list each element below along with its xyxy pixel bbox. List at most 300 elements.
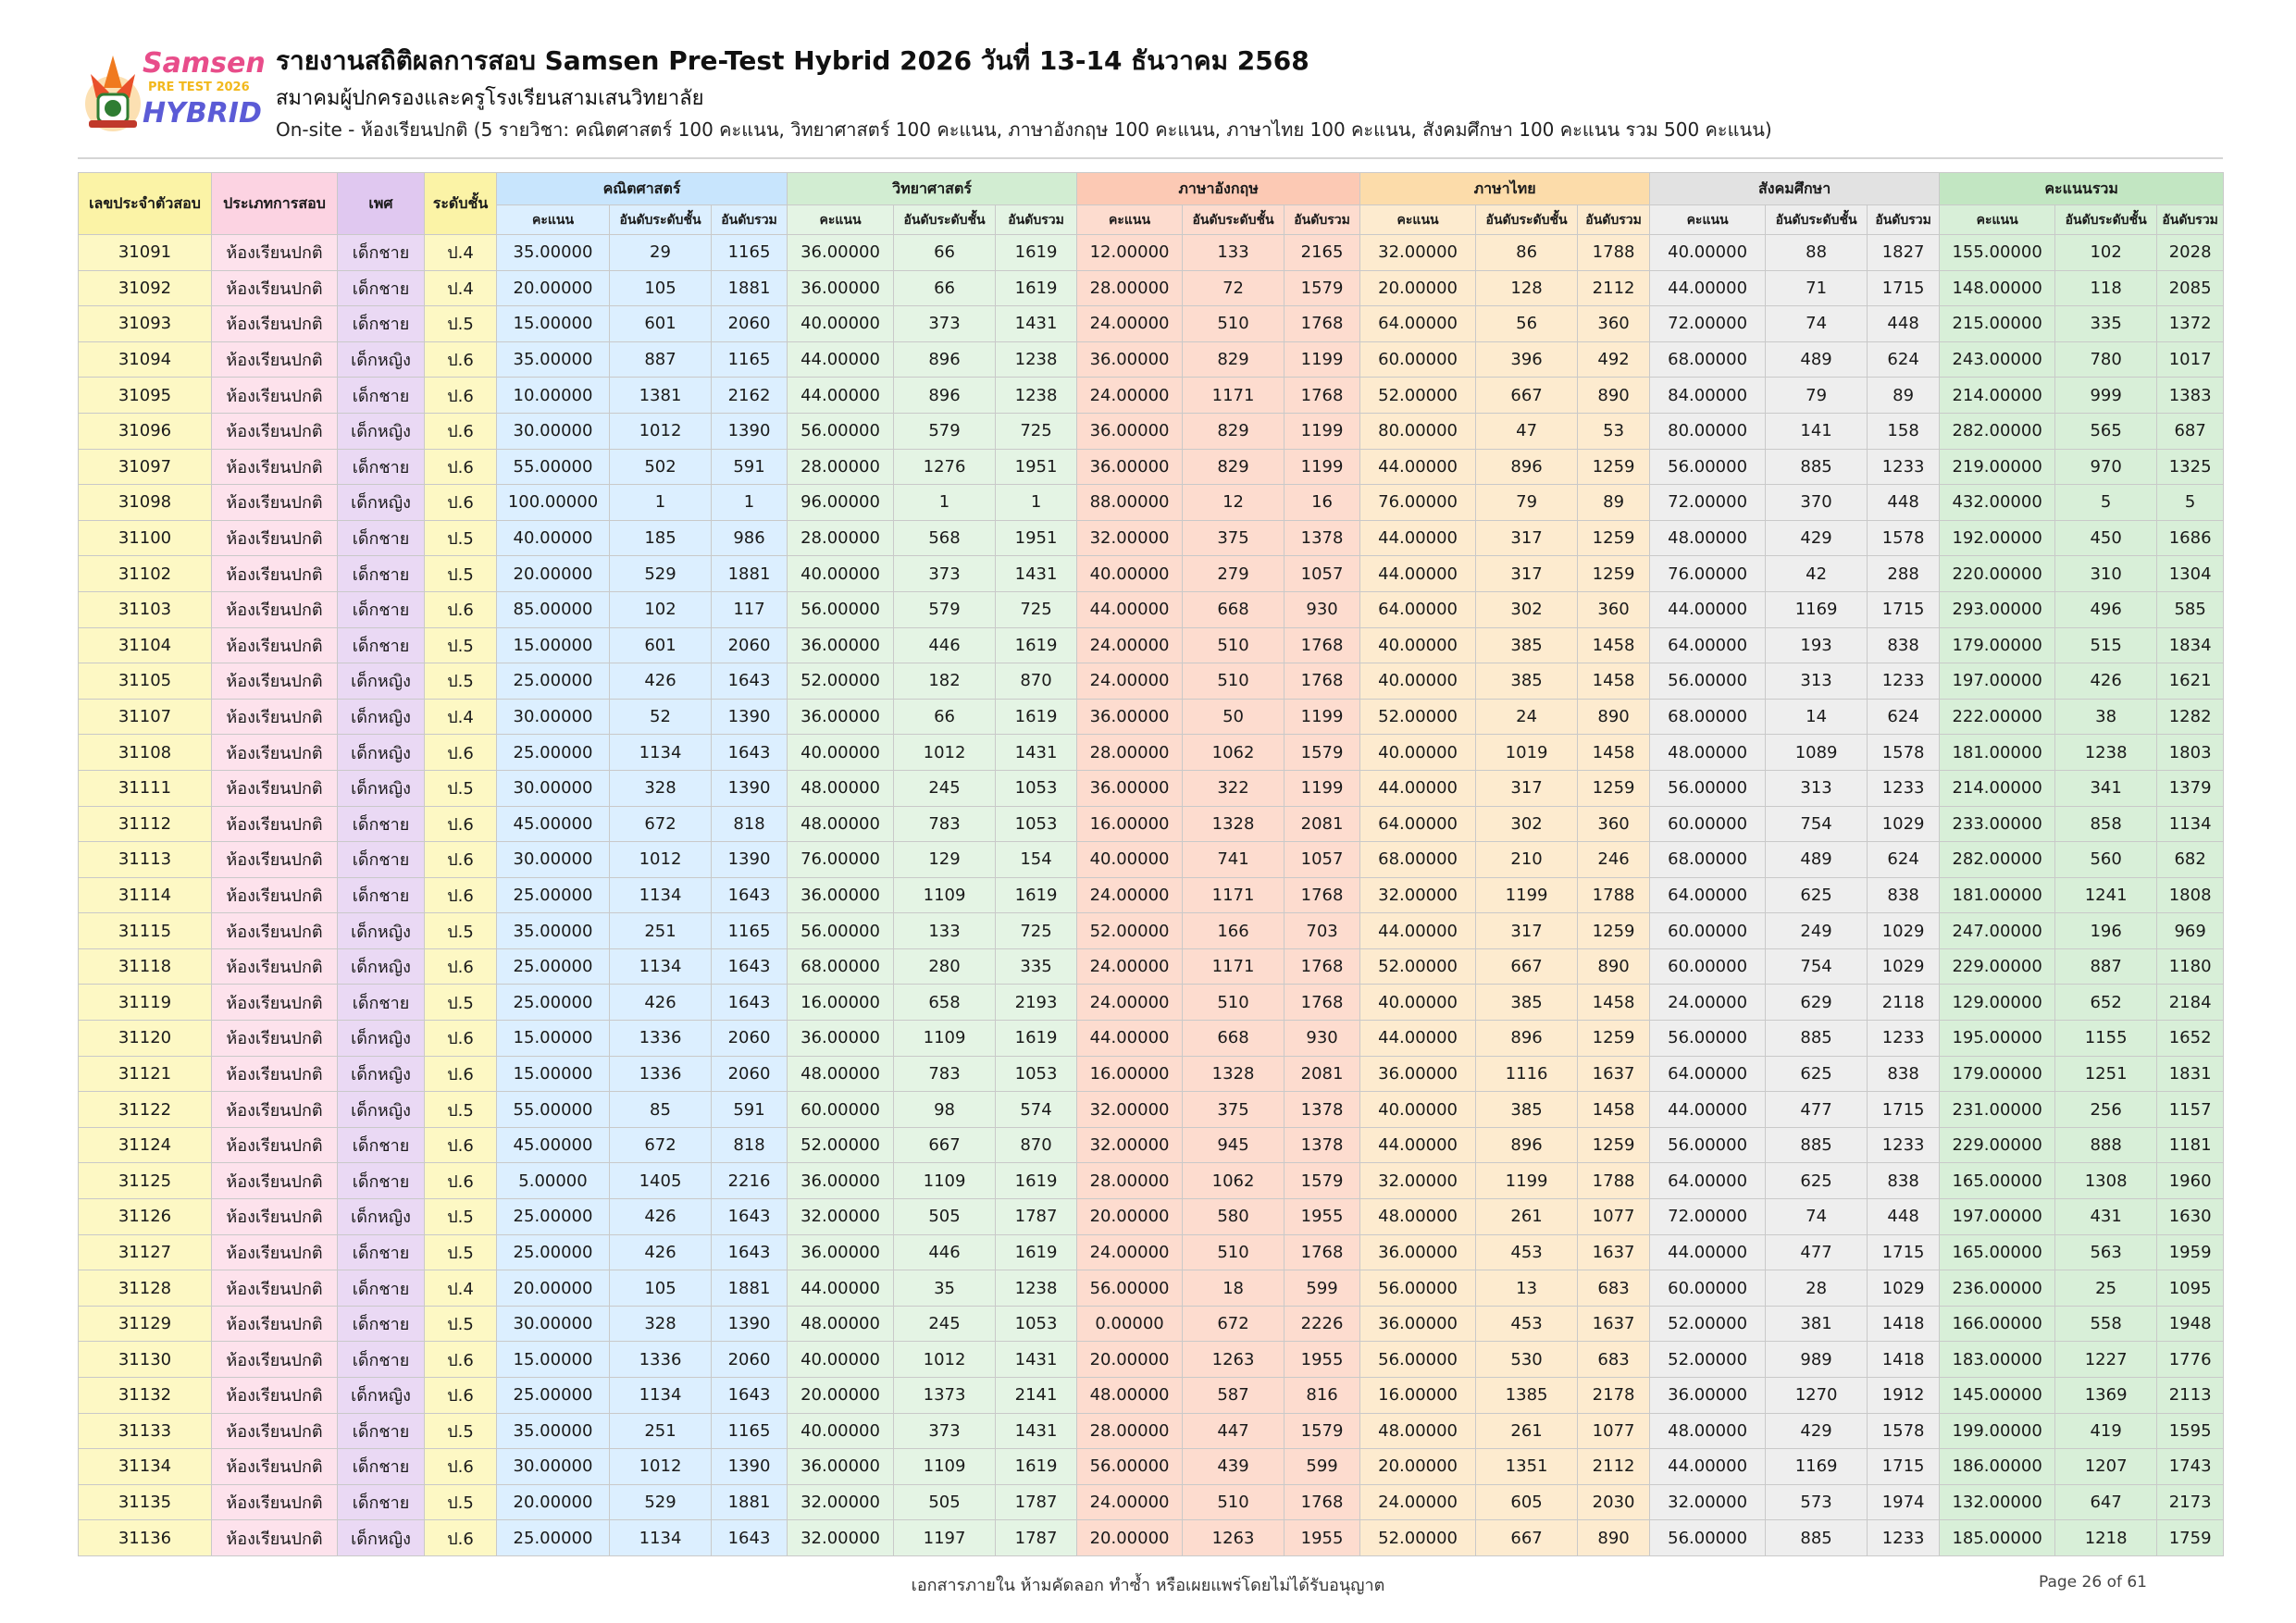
thai-overall-rank-cell: 360 <box>1578 306 1650 342</box>
soc-score-cell: 52.00000 <box>1650 1306 1766 1342</box>
eng-overall-rank-cell: 1768 <box>1285 877 1360 913</box>
sci-overall-rank-cell: 1053 <box>996 770 1077 806</box>
eng-grade-rank-cell: 322 <box>1183 770 1285 806</box>
sex-cell: เด็กชาย <box>338 449 425 485</box>
soc-score-cell: 48.00000 <box>1650 1413 1766 1449</box>
eng-overall-rank-cell: 16 <box>1285 485 1360 521</box>
soc-overall-rank-cell: 624 <box>1868 699 1940 735</box>
soc-overall-rank-cell: 448 <box>1868 485 1940 521</box>
thai-score-cell: 24.00000 <box>1360 1484 1476 1520</box>
math-overall-rank-cell: 1643 <box>712 1378 788 1414</box>
soc-score-cell: 44.00000 <box>1650 1449 1766 1485</box>
eng-overall-rank-cell: 1199 <box>1285 699 1360 735</box>
eng-overall-rank-cell: 1768 <box>1285 378 1360 414</box>
sci-overall-rank-cell: 1431 <box>996 1413 1077 1449</box>
tot-score-cell: 293.00000 <box>1940 591 2055 627</box>
sci-score-cell: 28.00000 <box>788 520 894 556</box>
tot-overall-rank-cell: 1959 <box>2157 1234 2224 1270</box>
thai-overall-rank-cell: 2030 <box>1578 1484 1650 1520</box>
soc-overall-rank-cell: 1029 <box>1868 806 1940 842</box>
exam-id-cell: 31104 <box>79 627 212 663</box>
level-cell: ป.6 <box>425 877 497 913</box>
eng-score-cell: 36.00000 <box>1077 341 1183 378</box>
sub-header-math-2: อันดับรวม <box>712 205 788 235</box>
soc-score-cell: 56.00000 <box>1650 449 1766 485</box>
level-cell: ป.6 <box>425 378 497 414</box>
sci-score-cell: 44.00000 <box>788 378 894 414</box>
soc-grade-rank-cell: 625 <box>1766 1163 1868 1199</box>
eng-score-cell: 44.00000 <box>1077 1021 1183 1057</box>
exam-id-cell: 31115 <box>79 913 212 949</box>
soc-grade-rank-cell: 625 <box>1766 1056 1868 1092</box>
thai-overall-rank-cell: 890 <box>1578 699 1650 735</box>
thai-overall-rank-cell: 1458 <box>1578 735 1650 771</box>
sci-overall-rank-cell: 1238 <box>996 341 1077 378</box>
sci-score-cell: 36.00000 <box>788 627 894 663</box>
table-row <box>79 306 2224 342</box>
sci-score-cell: 40.00000 <box>788 735 894 771</box>
sex-cell: เด็กชาย <box>338 877 425 913</box>
eng-overall-rank-cell: 1378 <box>1285 1092 1360 1128</box>
thai-grade-rank-cell: 605 <box>1476 1484 1578 1520</box>
table-row <box>79 449 2224 485</box>
math-score-cell: 35.00000 <box>497 235 610 271</box>
level-cell: ป.6 <box>425 1021 497 1057</box>
eng-overall-rank-cell: 930 <box>1285 591 1360 627</box>
math-grade-rank-cell: 1381 <box>610 378 712 414</box>
eng-score-cell: 36.00000 <box>1077 413 1183 449</box>
exam-id-cell: 31128 <box>79 1270 212 1307</box>
level-cell: ป.5 <box>425 985 497 1021</box>
math-overall-rank-cell: 2060 <box>712 1056 788 1092</box>
math-grade-rank-cell: 251 <box>610 913 712 949</box>
sub-header-tot-2: อันดับรวม <box>2157 205 2224 235</box>
sex-cell: เด็กชาย <box>338 985 425 1021</box>
eng-overall-rank-cell: 1768 <box>1285 1484 1360 1520</box>
soc-grade-rank-cell: 754 <box>1766 806 1868 842</box>
tot-score-cell: 236.00000 <box>1940 1270 2055 1307</box>
math-grade-rank-cell: 328 <box>610 770 712 806</box>
thai-score-cell: 40.00000 <box>1360 735 1476 771</box>
exam-type-cell: ห้องเรียนปกติ <box>212 341 338 378</box>
sub-header-eng-1: อันดับระดับชั้น <box>1183 205 1285 235</box>
sci-overall-rank-cell: 2193 <box>996 985 1077 1021</box>
thai-grade-rank-cell: 667 <box>1476 948 1578 985</box>
tot-overall-rank-cell: 585 <box>2157 591 2224 627</box>
group-header-social: สังคมศึกษา <box>1650 173 1940 205</box>
eng-score-cell: 32.00000 <box>1077 1127 1183 1163</box>
tot-score-cell: 181.00000 <box>1940 877 2055 913</box>
soc-grade-rank-cell: 1089 <box>1766 735 1868 771</box>
math-overall-rank-cell: 2162 <box>712 378 788 414</box>
tot-grade-rank-cell: 1238 <box>2055 735 2157 771</box>
sci-grade-rank-cell: 783 <box>894 806 996 842</box>
thai-score-cell: 64.00000 <box>1360 591 1476 627</box>
sci-score-cell: 36.00000 <box>788 1449 894 1485</box>
tot-overall-rank-cell: 1630 <box>2157 1199 2224 1235</box>
soc-score-cell: 64.00000 <box>1650 627 1766 663</box>
sci-score-cell: 40.00000 <box>788 1342 894 1378</box>
tot-score-cell: 199.00000 <box>1940 1413 2055 1449</box>
tot-grade-rank-cell: 419 <box>2055 1413 2157 1449</box>
math-overall-rank-cell: 1643 <box>712 1520 788 1556</box>
tot-score-cell: 214.00000 <box>1940 770 2055 806</box>
sci-overall-rank-cell: 1431 <box>996 1342 1077 1378</box>
eng-overall-rank-cell: 1768 <box>1285 1234 1360 1270</box>
eng-score-cell: 20.00000 <box>1077 1520 1183 1556</box>
eng-overall-rank-cell: 1199 <box>1285 341 1360 378</box>
tot-grade-rank-cell: 256 <box>2055 1092 2157 1128</box>
math-overall-rank-cell: 1643 <box>712 663 788 700</box>
tot-grade-rank-cell: 560 <box>2055 842 2157 878</box>
eng-grade-rank-cell: 510 <box>1183 663 1285 700</box>
soc-overall-rank-cell: 89 <box>1868 378 1940 414</box>
sci-score-cell: 52.00000 <box>788 1127 894 1163</box>
table-row <box>79 1199 2224 1235</box>
thai-overall-rank-cell: 1259 <box>1578 520 1650 556</box>
thai-overall-rank-cell: 890 <box>1578 948 1650 985</box>
math-grade-rank-cell: 1012 <box>610 1449 712 1485</box>
sci-score-cell: 48.00000 <box>788 770 894 806</box>
exam-id-cell: 31134 <box>79 1449 212 1485</box>
exam-id-cell: 31114 <box>79 877 212 913</box>
level-cell: ป.5 <box>425 556 497 592</box>
sci-score-cell: 44.00000 <box>788 341 894 378</box>
tot-score-cell: 197.00000 <box>1940 1199 2055 1235</box>
thai-score-cell: 32.00000 <box>1360 1163 1476 1199</box>
exam-type-cell: ห้องเรียนปกติ <box>212 1306 338 1342</box>
soc-grade-rank-cell: 79 <box>1766 378 1868 414</box>
sex-cell: เด็กหญิง <box>338 948 425 985</box>
sex-cell: เด็กหญิง <box>338 913 425 949</box>
table-row <box>79 1484 2224 1520</box>
exam-type-cell: ห้องเรียนปกติ <box>212 520 338 556</box>
exam-type-cell: ห้องเรียนปกติ <box>212 1342 338 1378</box>
thai-overall-rank-cell: 1259 <box>1578 449 1650 485</box>
sex-cell: เด็กชาย <box>338 1413 425 1449</box>
eng-score-cell: 12.00000 <box>1077 235 1183 271</box>
thai-grade-rank-cell: 13 <box>1476 1270 1578 1307</box>
math-overall-rank-cell: 591 <box>712 1092 788 1128</box>
soc-score-cell: 80.00000 <box>1650 413 1766 449</box>
math-grade-rank-cell: 328 <box>610 1306 712 1342</box>
soc-score-cell: 56.00000 <box>1650 1021 1766 1057</box>
eng-overall-rank-cell: 1579 <box>1285 735 1360 771</box>
soc-overall-rank-cell: 1418 <box>1868 1306 1940 1342</box>
table-row <box>79 770 2224 806</box>
table-row <box>79 1021 2224 1057</box>
exam-id-cell: 31126 <box>79 1199 212 1235</box>
eng-grade-rank-cell: 1171 <box>1183 948 1285 985</box>
eng-overall-rank-cell: 1768 <box>1285 985 1360 1021</box>
eng-score-cell: 44.00000 <box>1077 591 1183 627</box>
exam-id-cell: 31094 <box>79 341 212 378</box>
eng-score-cell: 36.00000 <box>1077 699 1183 735</box>
tot-overall-rank-cell: 1621 <box>2157 663 2224 700</box>
sci-overall-rank-cell: 1787 <box>996 1484 1077 1520</box>
soc-overall-rank-cell: 1578 <box>1868 735 1940 771</box>
eng-grade-rank-cell: 510 <box>1183 627 1285 663</box>
eng-overall-rank-cell: 1955 <box>1285 1342 1360 1378</box>
tot-overall-rank-cell: 969 <box>2157 913 2224 949</box>
tot-score-cell: 220.00000 <box>1940 556 2055 592</box>
level-cell: ป.5 <box>425 1199 497 1235</box>
thai-grade-rank-cell: 385 <box>1476 985 1578 1021</box>
soc-overall-rank-cell: 1715 <box>1868 270 1940 306</box>
sex-cell: เด็กชาย <box>338 842 425 878</box>
math-score-cell: 20.00000 <box>497 556 610 592</box>
math-overall-rank-cell: 2060 <box>712 1021 788 1057</box>
eng-score-cell: 24.00000 <box>1077 877 1183 913</box>
eng-grade-rank-cell: 510 <box>1183 1234 1285 1270</box>
tot-overall-rank-cell: 1379 <box>2157 770 2224 806</box>
level-cell: ป.6 <box>425 449 497 485</box>
thai-overall-rank-cell: 1458 <box>1578 663 1650 700</box>
soc-overall-rank-cell: 838 <box>1868 1056 1940 1092</box>
math-score-cell: 15.00000 <box>497 1342 610 1378</box>
exam-type-cell: ห้องเรียนปกติ <box>212 913 338 949</box>
soc-score-cell: 64.00000 <box>1650 877 1766 913</box>
soc-overall-rank-cell: 1827 <box>1868 235 1940 271</box>
level-cell: ป.5 <box>425 913 497 949</box>
thai-overall-rank-cell: 1458 <box>1578 627 1650 663</box>
soc-grade-rank-cell: 42 <box>1766 556 1868 592</box>
sci-overall-rank-cell: 1951 <box>996 449 1077 485</box>
soc-score-cell: 64.00000 <box>1650 1163 1766 1199</box>
eng-score-cell: 16.00000 <box>1077 1056 1183 1092</box>
eng-overall-rank-cell: 1768 <box>1285 948 1360 985</box>
soc-grade-rank-cell: 313 <box>1766 770 1868 806</box>
level-cell: ป.6 <box>425 735 497 771</box>
thai-overall-rank-cell: 2178 <box>1578 1378 1650 1414</box>
thai-grade-rank-cell: 530 <box>1476 1342 1578 1378</box>
exam-id-cell: 31102 <box>79 556 212 592</box>
soc-overall-rank-cell: 838 <box>1868 1163 1940 1199</box>
level-cell: ป.5 <box>425 770 497 806</box>
eng-score-cell: 28.00000 <box>1077 270 1183 306</box>
exam-type-cell: ห้องเรียนปกติ <box>212 449 338 485</box>
soc-grade-rank-cell: 477 <box>1766 1234 1868 1270</box>
math-overall-rank-cell: 1643 <box>712 877 788 913</box>
soc-score-cell: 56.00000 <box>1650 1127 1766 1163</box>
report-title: รายงานสถิติผลการสอบ Samsen Pre-Test Hybrid 2026 วันที่ 13-14 ธันวาคม 2568 <box>276 45 1309 76</box>
thai-score-cell: 48.00000 <box>1360 1199 1476 1235</box>
thai-score-cell: 44.00000 <box>1360 520 1476 556</box>
eng-score-cell: 40.00000 <box>1077 842 1183 878</box>
table-row <box>79 735 2224 771</box>
exam-id-cell: 31092 <box>79 270 212 306</box>
sci-score-cell: 36.00000 <box>788 877 894 913</box>
thai-grade-rank-cell: 317 <box>1476 556 1578 592</box>
math-grade-rank-cell: 529 <box>610 556 712 592</box>
thai-score-cell: 80.00000 <box>1360 413 1476 449</box>
tot-score-cell: 181.00000 <box>1940 735 2055 771</box>
sci-grade-rank-cell: 896 <box>894 341 996 378</box>
level-cell: ป.6 <box>425 1056 497 1092</box>
exam-id-cell: 31107 <box>79 699 212 735</box>
sci-overall-rank-cell: 1053 <box>996 806 1077 842</box>
exam-id-cell: 31127 <box>79 1234 212 1270</box>
sci-grade-rank-cell: 505 <box>894 1484 996 1520</box>
soc-grade-rank-cell: 629 <box>1766 985 1868 1021</box>
eng-grade-rank-cell: 1328 <box>1183 806 1285 842</box>
sci-grade-rank-cell: 133 <box>894 913 996 949</box>
sci-overall-rank-cell: 1431 <box>996 735 1077 771</box>
thai-overall-rank-cell: 246 <box>1578 842 1650 878</box>
math-overall-rank-cell: 1165 <box>712 235 788 271</box>
sub-header-sci-2: อันดับรวม <box>996 205 1077 235</box>
math-score-cell: 25.00000 <box>497 1199 610 1235</box>
soc-score-cell: 84.00000 <box>1650 378 1766 414</box>
tot-overall-rank-cell: 1134 <box>2157 806 2224 842</box>
exam-type-cell: ห้องเรียนปกติ <box>212 1449 338 1485</box>
tot-grade-rank-cell: 196 <box>2055 913 2157 949</box>
sex-cell: เด็กชาย <box>338 806 425 842</box>
exam-type-cell: ห้องเรียนปกติ <box>212 270 338 306</box>
tot-grade-rank-cell: 450 <box>2055 520 2157 556</box>
soc-grade-rank-cell: 1169 <box>1766 591 1868 627</box>
table-row <box>79 1127 2224 1163</box>
math-grade-rank-cell: 426 <box>610 1234 712 1270</box>
math-overall-rank-cell: 2060 <box>712 627 788 663</box>
math-overall-rank-cell: 818 <box>712 1127 788 1163</box>
thai-grade-rank-cell: 385 <box>1476 663 1578 700</box>
tot-overall-rank-cell: 2184 <box>2157 985 2224 1021</box>
math-grade-rank-cell: 502 <box>610 449 712 485</box>
soc-grade-rank-cell: 625 <box>1766 877 1868 913</box>
sub-header-sci-0: คะแนน <box>788 205 894 235</box>
eng-score-cell: 88.00000 <box>1077 485 1183 521</box>
soc-overall-rank-cell: 448 <box>1868 1199 1940 1235</box>
thai-overall-rank-cell: 2112 <box>1578 1449 1650 1485</box>
math-overall-rank-cell: 591 <box>712 449 788 485</box>
exam-id-cell: 31133 <box>79 1413 212 1449</box>
tot-score-cell: 148.00000 <box>1940 270 2055 306</box>
thai-overall-rank-cell: 89 <box>1578 485 1650 521</box>
exam-id-cell: 31098 <box>79 485 212 521</box>
eng-grade-rank-cell: 1171 <box>1183 378 1285 414</box>
sci-overall-rank-cell: 1238 <box>996 378 1077 414</box>
sex-cell: เด็กชาย <box>338 1163 425 1199</box>
sex-cell: เด็กหญิง <box>338 770 425 806</box>
math-grade-rank-cell: 105 <box>610 270 712 306</box>
tot-grade-rank-cell: 426 <box>2055 663 2157 700</box>
soc-overall-rank-cell: 1233 <box>1868 449 1940 485</box>
group-header-total: คะแนนรวม <box>1940 173 2224 205</box>
thai-overall-rank-cell: 1259 <box>1578 556 1650 592</box>
level-cell: ป.4 <box>425 235 497 271</box>
soc-grade-rank-cell: 885 <box>1766 449 1868 485</box>
eng-score-cell: 32.00000 <box>1077 1092 1183 1128</box>
sci-overall-rank-cell: 1053 <box>996 1306 1077 1342</box>
thai-grade-rank-cell: 261 <box>1476 1413 1578 1449</box>
soc-grade-rank-cell: 88 <box>1766 235 1868 271</box>
sci-overall-rank-cell: 870 <box>996 1127 1077 1163</box>
tot-overall-rank-cell: 1181 <box>2157 1127 2224 1163</box>
tot-grade-rank-cell: 647 <box>2055 1484 2157 1520</box>
thai-grade-rank-cell: 667 <box>1476 1520 1578 1556</box>
sci-score-cell: 32.00000 <box>788 1520 894 1556</box>
thai-grade-rank-cell: 1199 <box>1476 1163 1578 1199</box>
exam-id-cell: 31093 <box>79 306 212 342</box>
math-score-cell: 30.00000 <box>497 413 610 449</box>
exam-type-cell: ห้องเรียนปกติ <box>212 306 338 342</box>
thai-score-cell: 40.00000 <box>1360 1092 1476 1128</box>
math-grade-rank-cell: 85 <box>610 1092 712 1128</box>
thai-score-cell: 36.00000 <box>1360 1306 1476 1342</box>
level-cell: ป.6 <box>425 1378 497 1414</box>
eng-overall-rank-cell: 1199 <box>1285 770 1360 806</box>
tot-grade-rank-cell: 38 <box>2055 699 2157 735</box>
eng-score-cell: 28.00000 <box>1077 1413 1183 1449</box>
thai-score-cell: 44.00000 <box>1360 1021 1476 1057</box>
sci-grade-rank-cell: 1373 <box>894 1378 996 1414</box>
eng-overall-rank-cell: 1768 <box>1285 663 1360 700</box>
eng-overall-rank-cell: 1579 <box>1285 1413 1360 1449</box>
soc-score-cell: 56.00000 <box>1650 663 1766 700</box>
soc-grade-rank-cell: 74 <box>1766 1199 1868 1235</box>
eng-grade-rank-cell: 1263 <box>1183 1342 1285 1378</box>
sci-score-cell: 56.00000 <box>788 413 894 449</box>
math-grade-rank-cell: 672 <box>610 806 712 842</box>
sub-header-tot-1: อันดับระดับชั้น <box>2055 205 2157 235</box>
level-cell: ป.5 <box>425 1484 497 1520</box>
exam-type-cell: ห้องเรียนปกติ <box>212 877 338 913</box>
math-overall-rank-cell: 818 <box>712 806 788 842</box>
math-grade-rank-cell: 529 <box>610 1484 712 1520</box>
eng-grade-rank-cell: 1062 <box>1183 1163 1285 1199</box>
eng-score-cell: 36.00000 <box>1077 770 1183 806</box>
math-score-cell: 55.00000 <box>497 1092 610 1128</box>
soc-grade-rank-cell: 989 <box>1766 1342 1868 1378</box>
thai-score-cell: 60.00000 <box>1360 341 1476 378</box>
col-header-exam-type: ประเภทการสอบ <box>212 173 338 235</box>
math-grade-rank-cell: 601 <box>610 306 712 342</box>
thai-overall-rank-cell: 683 <box>1578 1342 1650 1378</box>
eng-overall-rank-cell: 2165 <box>1285 235 1360 271</box>
eng-score-cell: 24.00000 <box>1077 306 1183 342</box>
math-overall-rank-cell: 1165 <box>712 341 788 378</box>
math-overall-rank-cell: 1643 <box>712 735 788 771</box>
sci-overall-rank-cell: 1619 <box>996 627 1077 663</box>
exam-type-cell: ห้องเรียนปกติ <box>212 1234 338 1270</box>
eng-grade-rank-cell: 580 <box>1183 1199 1285 1235</box>
group-header-thai: ภาษาไทย <box>1360 173 1650 205</box>
thai-grade-rank-cell: 79 <box>1476 485 1578 521</box>
sub-header-soc-2: อันดับรวม <box>1868 205 1940 235</box>
eng-grade-rank-cell: 587 <box>1183 1378 1285 1414</box>
sci-score-cell: 44.00000 <box>788 1270 894 1307</box>
thai-score-cell: 20.00000 <box>1360 270 1476 306</box>
sex-cell: เด็กชาย <box>338 235 425 271</box>
level-cell: ป.4 <box>425 699 497 735</box>
thai-score-cell: 52.00000 <box>1360 948 1476 985</box>
sex-cell: เด็กหญิง <box>338 1021 425 1057</box>
level-cell: ป.5 <box>425 520 497 556</box>
sex-cell: เด็กชาย <box>338 1127 425 1163</box>
math-grade-rank-cell: 105 <box>610 1270 712 1307</box>
soc-overall-rank-cell: 1029 <box>1868 1270 1940 1307</box>
tot-score-cell: 229.00000 <box>1940 948 2055 985</box>
table-row <box>79 341 2224 378</box>
sci-overall-rank-cell: 725 <box>996 591 1077 627</box>
eng-grade-rank-cell: 375 <box>1183 1092 1285 1128</box>
thai-grade-rank-cell: 302 <box>1476 591 1578 627</box>
sci-overall-rank-cell: 725 <box>996 913 1077 949</box>
math-score-cell: 15.00000 <box>497 306 610 342</box>
sci-score-cell: 96.00000 <box>788 485 894 521</box>
tot-overall-rank-cell: 1948 <box>2157 1306 2224 1342</box>
